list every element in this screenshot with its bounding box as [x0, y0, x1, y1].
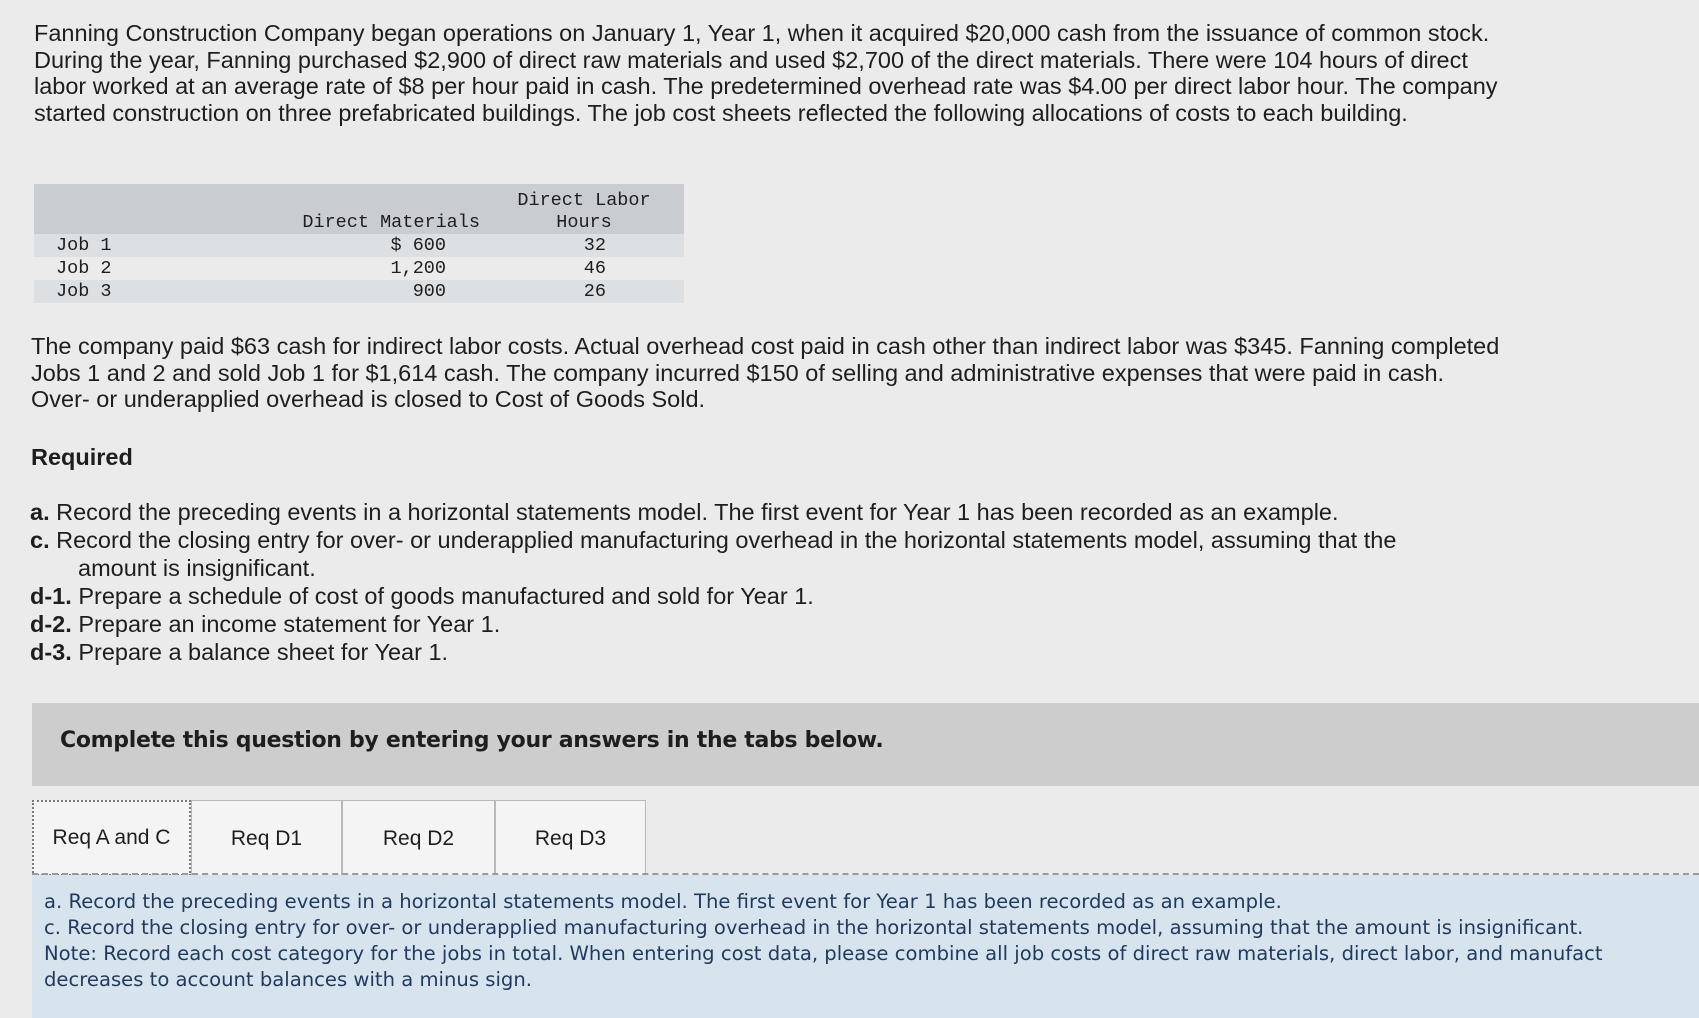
- tab-label: Req D1: [230, 826, 303, 850]
- header-direct-materials: [234, 184, 504, 234]
- header-direct-labor-line1: Direct Labor: [517, 190, 651, 211]
- job-name: Job 1: [34, 234, 234, 257]
- required-item-label: a.: [30, 499, 50, 525]
- table-row: [34, 280, 684, 303]
- table-row: [34, 257, 684, 280]
- job-name: Job 3: [34, 280, 234, 303]
- header-direct-labor-line2: Hours: [556, 212, 612, 233]
- job-name: Job 2: [56, 258, 112, 279]
- panel-note-continuation: decreases to account balances with a minus sign.: [44, 968, 532, 991]
- problem-paragraph-2: The company paid $63 cash for indirect labor costs. Actual overhead cost paid in cash other than indirect labor was $345. Fanning completed Jobs 1 and 2 and sold Job 1 for $1,614 cash. The company incurred $150 of selling and administrative expenses that were paid in cash. Over- or underapplied overhead is closed to Cost of Goods Sold.: [31, 333, 1500, 412]
- required-item-continuation: amount is insignificant.: [78, 555, 316, 581]
- header-job: [34, 184, 234, 234]
- complete-instructions-text: Complete this question by entering your answers in the tabs below.: [60, 728, 884, 753]
- required-item-text: Prepare a schedule of cost of goods manufactured and sold for Year 1.: [78, 583, 814, 609]
- requirement-tabs: [32, 800, 646, 876]
- job-direct-materials: 900: [234, 280, 504, 303]
- panel-line-a: a. Record the preceding events in a horizontal statements model. The first event for Year 1 has been recorded as an example.: [44, 890, 1282, 913]
- table-row: [34, 234, 684, 257]
- table-header-row: [34, 184, 684, 234]
- complete-instructions-bar: [32, 703, 1699, 786]
- required-heading: Required: [31, 444, 133, 470]
- required-item-label: d-3.: [30, 639, 72, 665]
- required-item-text: Record the closing entry for over- or underapplied manufacturing overhead in the horizontal statements model, assuming that the: [56, 527, 1397, 553]
- instructions-panel-text: [44, 889, 1694, 993]
- required-item-d1: [30, 582, 1510, 610]
- tab-req-d2[interactable]: [342, 800, 495, 876]
- tab-label: Req A and C: [52, 826, 171, 849]
- required-item-text: Prepare an income statement for Year 1.: [78, 611, 501, 637]
- required-item-label: d-2.: [30, 611, 72, 637]
- header-direct-materials-label: Direct Materials: [302, 212, 480, 233]
- required-item-a: [30, 498, 1510, 526]
- tab-req-a-and-c[interactable]: [32, 800, 191, 876]
- tab-req-d1[interactable]: [191, 800, 342, 876]
- job-labor-hours: 46: [583, 258, 606, 279]
- tab-req-d3[interactable]: [495, 800, 646, 876]
- required-item-label: d-1.: [30, 583, 72, 609]
- instructions-panel: [32, 875, 1699, 1018]
- tab-label: Req D3: [534, 826, 607, 850]
- required-item-d3: [30, 638, 1510, 666]
- job-labor-hours: 32: [504, 234, 684, 257]
- required-item-text: Prepare a balance sheet for Year 1.: [78, 639, 449, 665]
- required-item-label: c.: [30, 527, 50, 553]
- problem-intro: Fanning Construction Company began operations on January 1, Year 1, when it acquired $20,000 cash from the issuance of common stock. During the year, Fanning purchased $2,900 of direct raw materials and used $2,700 of the direct materials. There were 104 hours of direct labor worked at an average rate of $8 per hour paid in cash. The predetermined overhead rate was $4.00 per direct labor hour. The company started construction on three prefabricated buildings. The job cost sheets reflected the following allocations of costs to each building.: [34, 20, 1498, 126]
- panel-note: Note: Record each cost category for the jobs in total. When entering cost data, please combine all job costs of direct raw materials, direct labor, and manufact: [44, 942, 1603, 965]
- header-direct-labor-hours: [504, 184, 684, 234]
- job-labor-hours: 26: [504, 280, 684, 303]
- job-direct-materials: $ 600: [234, 234, 504, 257]
- tab-label: Req D2: [382, 826, 455, 850]
- required-item-d2: [30, 610, 1510, 638]
- required-item-c: [30, 526, 1510, 582]
- job-cost-table: [34, 184, 684, 303]
- required-item-text: Record the preceding events in a horizontal statements model. The first event for Year 1 has been recorded as an example.: [56, 499, 1339, 525]
- required-list: [30, 498, 1510, 666]
- panel-line-c: c. Record the closing entry for over- or underapplied manufacturing overhead in the horizontal statements model, assuming that the amount is insignificant.: [44, 916, 1584, 939]
- job-direct-materials: 1,200: [390, 258, 446, 279]
